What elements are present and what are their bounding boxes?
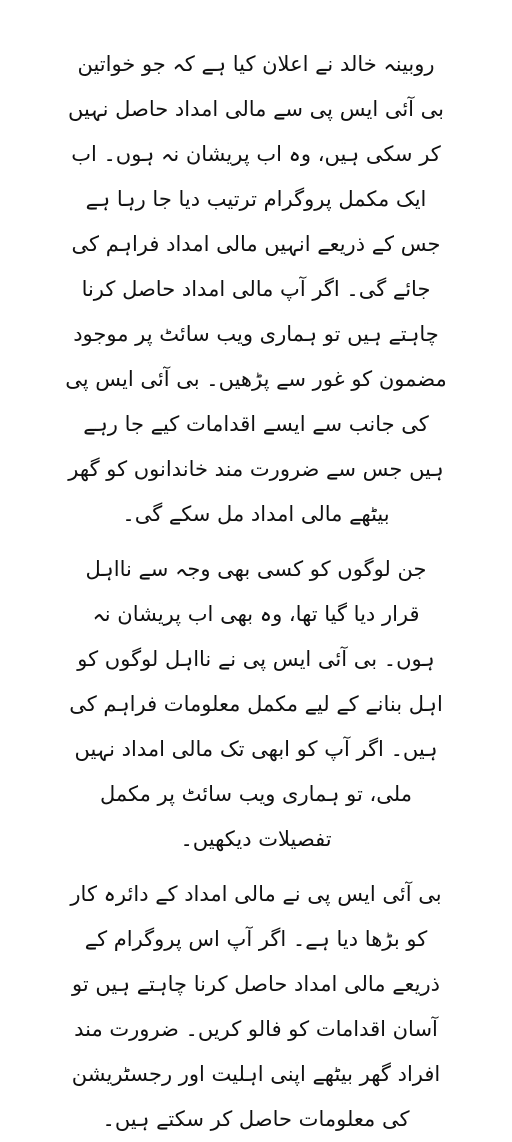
paragraph-program-scope: بی آئی ایس پی نے مالی امداد کے دائرہ کار کو بڑھا دیا ہے۔ اگر آپ اس پروگرام کے ذریعے مالی امداد حاصل کرنا چاہتے ہیں تو آسان اقدامات کو فالو کریں۔ ضرورت مند افراد گھر بیٹھے اپنی اہلیت اور رجسٹریشن کی معلومات حاصل کر سکتے ہیں۔ [70,882,442,1131]
paragraph-financial-aid-announcement: روبینہ خالد نے اعلان کیا ہے کہ جو خواتین بی آئی ایس پی سے مالی امداد حاصل نہیں کر سکی ہیں، وہ اب پریشان نہ ہوں۔ اب ایک مکمل پروگرام ترتیب دیا جا رہا ہے جس کے ذریعے انہیں مالی امداد فراہم کی جائے گی۔ اگر آپ مالی امداد حاصل کرنا چاہتے ہیں تو ہماری ویب سائٹ پر موجود مضمون کو غور سے پڑھیں۔ بی آئی ایس پی کی جانب سے ایسے اقدامات کیے جا رہے ہیں جس سے ضرورت مند خاندانوں کو گھر بیٹھے مالی امداد مل سکے گی۔ [65,52,447,526]
paragraph-ineligible-people: جن لوگوں کو کسی بھی وجہ سے نااہل قرار دیا گیا تھا، وہ بھی اب پریشان نہ ہوں۔ بی آئی ایس پی نے نااہل لوگوں کو اہل بنانے کے لیے مکمل معلومات فراہم کی ہیں۔ اگر آپ کو ابھی تک مالی امداد نہیں ملی، تو ہماری ویب سائٹ پر مکمل تفصیلات دیکھیں۔ [69,557,443,851]
